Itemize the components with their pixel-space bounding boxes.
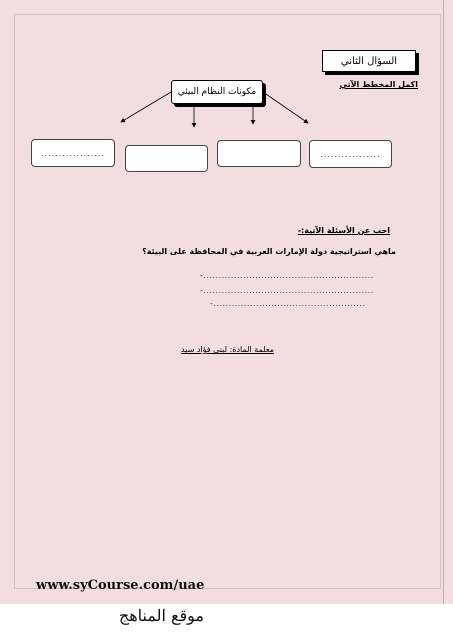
diagram-branch-box-3[interactable] bbox=[217, 140, 301, 167]
question-instruction: اكمل المخطط الآتي bbox=[339, 80, 418, 89]
question-title: السؤال الثاني bbox=[340, 55, 398, 67]
site-url[interactable]: www.syCourse.com/uae bbox=[36, 578, 205, 593]
teacher-signature: معلمة المادة: لبنى فؤاد سيد bbox=[180, 345, 274, 354]
arrow-to-branch-1 bbox=[121, 92, 171, 122]
site-name: موقع المناهج bbox=[118, 606, 204, 625]
arrow-to-branch-4 bbox=[263, 92, 308, 123]
answer-line-1[interactable]: -........................................................ bbox=[200, 271, 374, 280]
answer-line-3[interactable]: -.................................................. bbox=[210, 299, 366, 308]
diagram-branch-box-1[interactable]: .................. bbox=[31, 139, 115, 167]
section-heading: اجب عن الأسئلة الآتية:- bbox=[297, 226, 390, 235]
diagram-root-box bbox=[171, 80, 263, 104]
diagram-branch-box-2[interactable] bbox=[125, 145, 208, 172]
answer-line-2[interactable]: -........................................................ bbox=[200, 286, 374, 295]
diagram-root-label: مكونات النظام البيئي bbox=[177, 87, 257, 97]
diagram-branch-box-4[interactable]: ................. bbox=[309, 140, 392, 168]
question-text: ماهي استراتيجية دولة الإمارات العربية في المحافظة على البيئة؟ bbox=[142, 247, 396, 256]
